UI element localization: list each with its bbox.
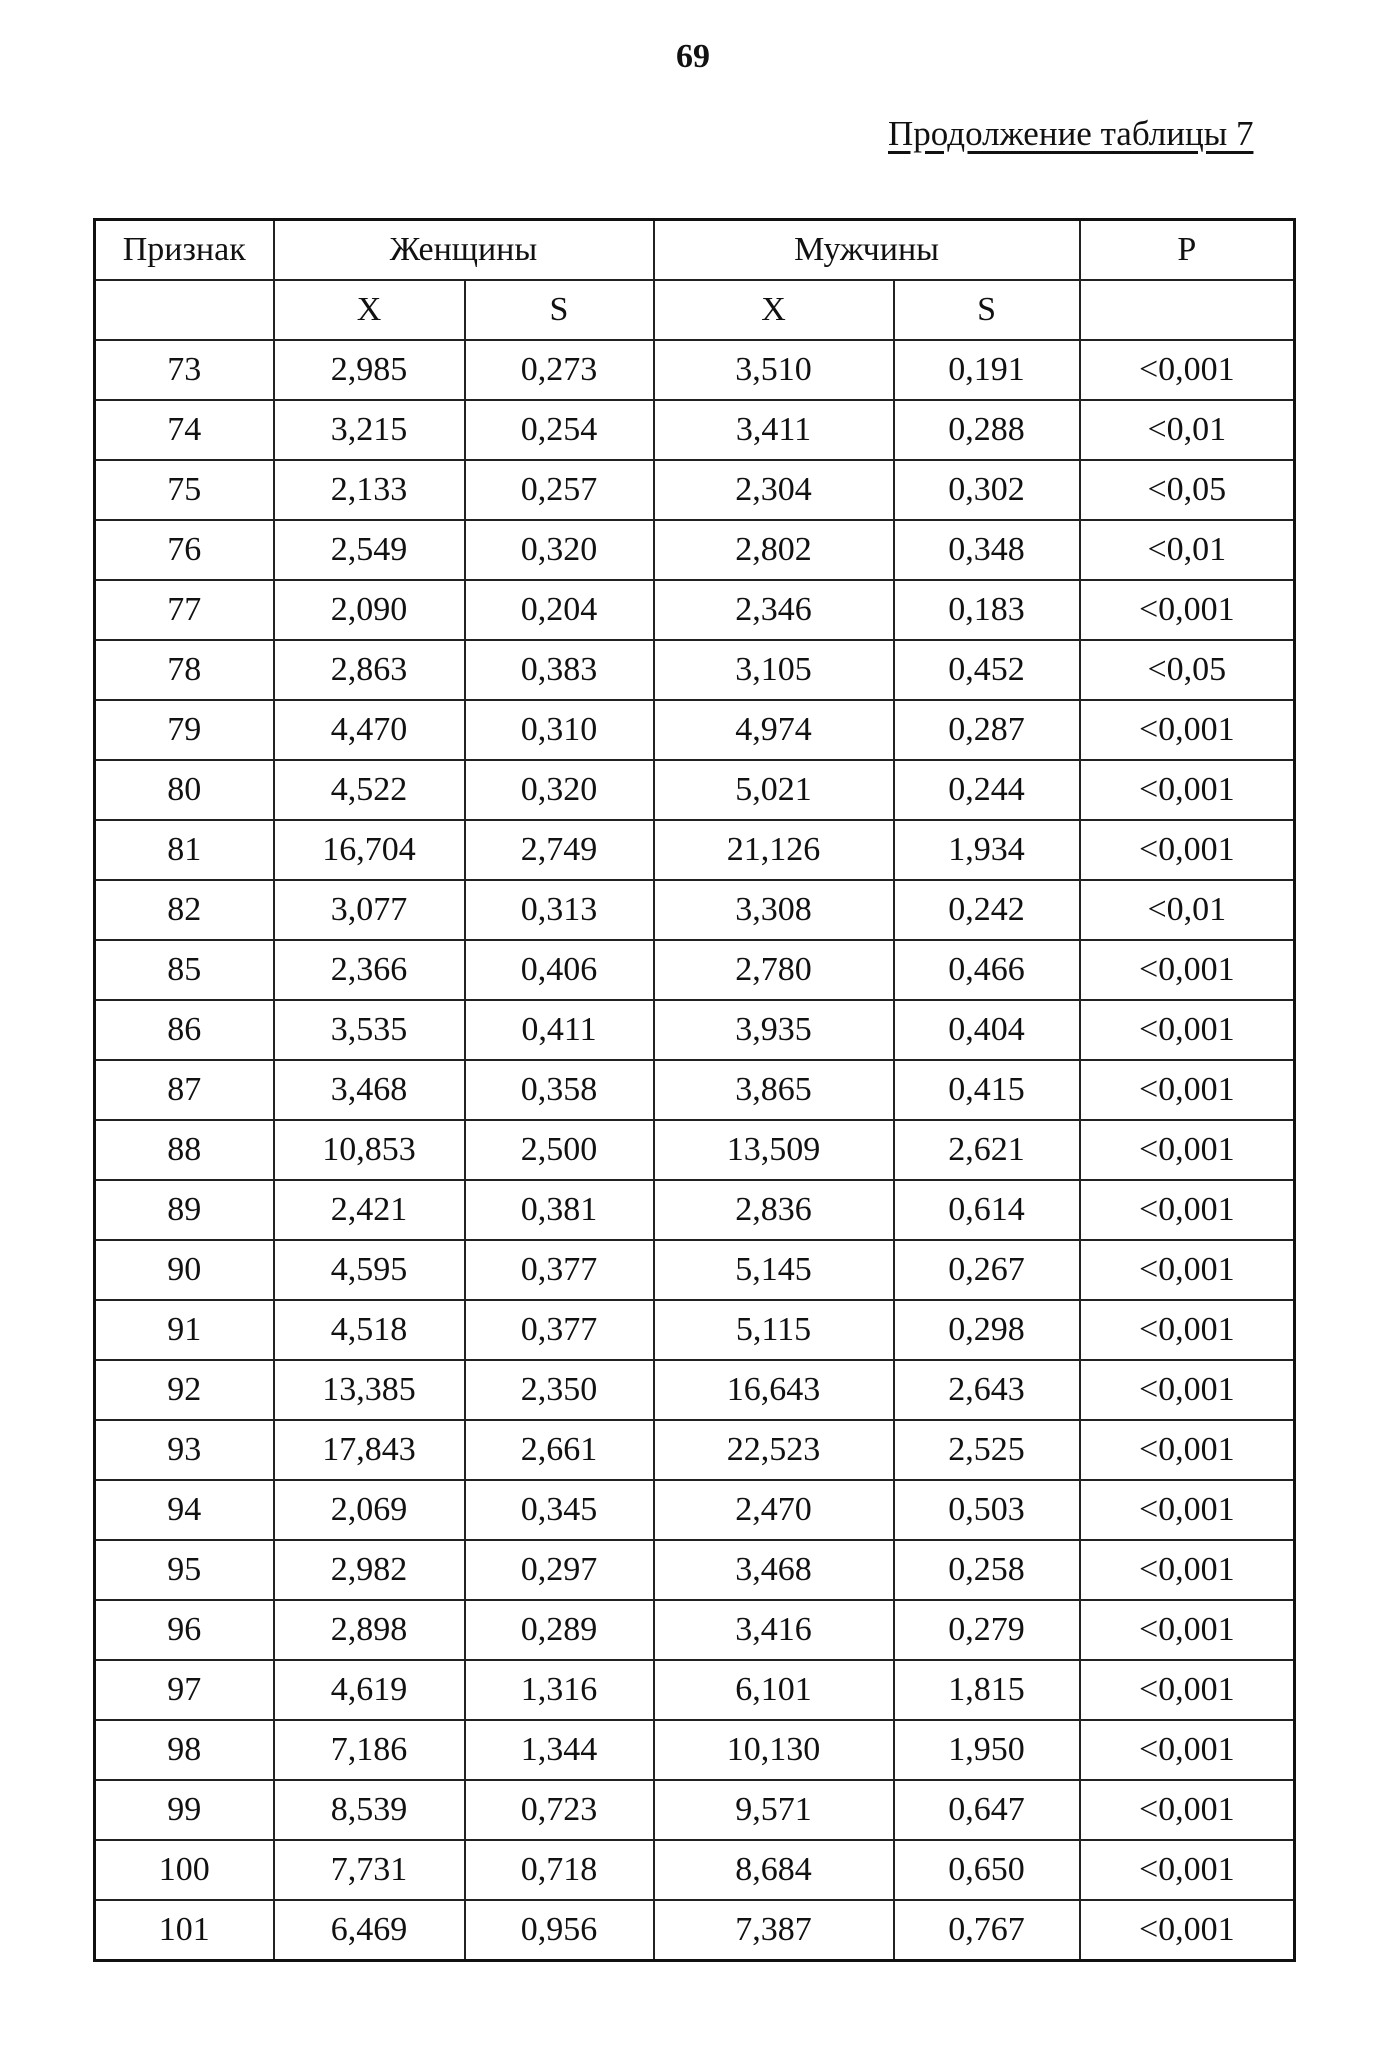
header-feature: Признак [95, 220, 274, 281]
cell-men-x: 5,115 [654, 1300, 894, 1360]
header-women-x: X [274, 280, 465, 340]
cell-men-x: 2,346 [654, 580, 894, 640]
cell-men-x: 3,308 [654, 880, 894, 940]
cell-men-x: 7,387 [654, 1900, 894, 1961]
cell-p: <0,001 [1080, 1540, 1295, 1600]
cell-women-s: 0,254 [465, 400, 654, 460]
cell-p: <0,001 [1080, 1060, 1295, 1120]
cell-feature: 94 [95, 1480, 274, 1540]
cell-feature: 89 [95, 1180, 274, 1240]
cell-women-x: 2,069 [274, 1480, 465, 1540]
cell-feature: 96 [95, 1600, 274, 1660]
cell-feature: 95 [95, 1540, 274, 1600]
table-row [95, 1060, 1295, 1120]
cell-p: <0,001 [1080, 1000, 1295, 1060]
cell-women-s: 0,723 [465, 1780, 654, 1840]
table-row [95, 1120, 1295, 1180]
cell-women-s: 0,310 [465, 700, 654, 760]
cell-men-s: 0,279 [894, 1600, 1080, 1660]
cell-feature: 99 [95, 1780, 274, 1840]
cell-p: <0,01 [1080, 520, 1295, 580]
cell-feature: 98 [95, 1720, 274, 1780]
table-header [95, 220, 1295, 341]
cell-men-x: 5,145 [654, 1240, 894, 1300]
cell-women-s: 0,406 [465, 940, 654, 1000]
cell-men-s: 2,525 [894, 1420, 1080, 1480]
cell-men-x: 8,684 [654, 1840, 894, 1900]
cell-p: <0,001 [1080, 820, 1295, 880]
cell-men-s: 2,621 [894, 1120, 1080, 1180]
cell-p: <0,001 [1080, 1480, 1295, 1540]
cell-men-x: 6,101 [654, 1660, 894, 1720]
cell-women-s: 0,273 [465, 340, 654, 400]
cell-men-s: 0,404 [894, 1000, 1080, 1060]
cell-p: <0,001 [1080, 1240, 1295, 1300]
cell-p: <0,01 [1080, 880, 1295, 940]
table-row [95, 1000, 1295, 1060]
header-empty-p [1080, 280, 1295, 340]
cell-men-x: 10,130 [654, 1720, 894, 1780]
cell-men-x: 3,105 [654, 640, 894, 700]
cell-women-x: 4,595 [274, 1240, 465, 1300]
cell-men-x: 4,974 [654, 700, 894, 760]
table-row [95, 1360, 1295, 1420]
cell-women-x: 2,863 [274, 640, 465, 700]
cell-women-x: 2,090 [274, 580, 465, 640]
cell-p: <0,001 [1080, 1660, 1295, 1720]
statistics-table [93, 218, 1296, 1962]
cell-men-s: 0,415 [894, 1060, 1080, 1120]
cell-women-x: 3,077 [274, 880, 465, 940]
cell-men-s: 0,287 [894, 700, 1080, 760]
table-row [95, 940, 1295, 1000]
cell-men-s: 1,815 [894, 1660, 1080, 1720]
table-row [95, 880, 1295, 940]
cell-feature: 93 [95, 1420, 274, 1480]
cell-men-s: 0,302 [894, 460, 1080, 520]
cell-feature: 85 [95, 940, 274, 1000]
table-row [95, 1840, 1295, 1900]
cell-men-x: 3,865 [654, 1060, 894, 1120]
cell-feature: 86 [95, 1000, 274, 1060]
cell-women-s: 0,956 [465, 1900, 654, 1961]
cell-men-x: 3,468 [654, 1540, 894, 1600]
cell-women-x: 3,215 [274, 400, 465, 460]
cell-women-s: 0,383 [465, 640, 654, 700]
table-row [95, 1420, 1295, 1480]
cell-men-x: 5,021 [654, 760, 894, 820]
cell-women-s: 0,289 [465, 1600, 654, 1660]
cell-p: <0,05 [1080, 640, 1295, 700]
table-row [95, 640, 1295, 700]
cell-feature: 87 [95, 1060, 274, 1120]
cell-feature: 97 [95, 1660, 274, 1720]
cell-women-x: 2,982 [274, 1540, 465, 1600]
cell-men-s: 0,298 [894, 1300, 1080, 1360]
cell-p: <0,001 [1080, 1120, 1295, 1180]
cell-men-x: 2,470 [654, 1480, 894, 1540]
table-row [95, 1300, 1295, 1360]
table-continuation-title: Продолжение таблицы 7 [888, 114, 1254, 153]
table-row [95, 1900, 1295, 1961]
cell-women-s: 0,313 [465, 880, 654, 940]
cell-women-x: 6,469 [274, 1900, 465, 1961]
header-row-groups [95, 220, 1295, 281]
header-men-s: S [894, 280, 1080, 340]
cell-men-s: 0,244 [894, 760, 1080, 820]
table-row [95, 1240, 1295, 1300]
cell-feature: 88 [95, 1120, 274, 1180]
cell-feature: 81 [95, 820, 274, 880]
cell-p: <0,001 [1080, 1840, 1295, 1900]
cell-p: <0,01 [1080, 400, 1295, 460]
cell-women-x: 2,985 [274, 340, 465, 400]
cell-men-s: 0,647 [894, 1780, 1080, 1840]
cell-women-s: 0,320 [465, 760, 654, 820]
table-row [95, 580, 1295, 640]
cell-men-s: 0,452 [894, 640, 1080, 700]
cell-women-s: 0,297 [465, 1540, 654, 1600]
cell-men-s: 2,643 [894, 1360, 1080, 1420]
cell-men-x: 3,416 [654, 1600, 894, 1660]
cell-men-x: 2,780 [654, 940, 894, 1000]
cell-men-x: 3,935 [654, 1000, 894, 1060]
cell-men-x: 3,510 [654, 340, 894, 400]
cell-men-s: 0,267 [894, 1240, 1080, 1300]
cell-feature: 100 [95, 1840, 274, 1900]
cell-women-s: 0,377 [465, 1240, 654, 1300]
cell-women-s: 0,204 [465, 580, 654, 640]
cell-p: <0,001 [1080, 1720, 1295, 1780]
cell-women-x: 4,518 [274, 1300, 465, 1360]
cell-feature: 77 [95, 580, 274, 640]
cell-women-x: 7,731 [274, 1840, 465, 1900]
table-row [95, 760, 1295, 820]
cell-p: <0,001 [1080, 1300, 1295, 1360]
cell-women-x: 13,385 [274, 1360, 465, 1420]
cell-men-s: 0,503 [894, 1480, 1080, 1540]
header-women: Женщины [274, 220, 654, 281]
cell-women-s: 2,661 [465, 1420, 654, 1480]
cell-p: <0,001 [1080, 580, 1295, 640]
cell-p: <0,001 [1080, 1780, 1295, 1840]
cell-women-x: 4,522 [274, 760, 465, 820]
cell-men-x: 3,411 [654, 400, 894, 460]
cell-men-x: 21,126 [654, 820, 894, 880]
table-row [95, 1540, 1295, 1600]
cell-men-s: 0,348 [894, 520, 1080, 580]
cell-men-s: 0,288 [894, 400, 1080, 460]
cell-men-s: 0,242 [894, 880, 1080, 940]
cell-feature: 90 [95, 1240, 274, 1300]
table-row [95, 340, 1295, 400]
cell-women-x: 3,535 [274, 1000, 465, 1060]
table-row [95, 460, 1295, 520]
cell-feature: 92 [95, 1360, 274, 1420]
header-p: P [1080, 220, 1295, 281]
cell-p: <0,001 [1080, 1180, 1295, 1240]
table-row [95, 700, 1295, 760]
cell-feature: 80 [95, 760, 274, 820]
cell-women-s: 2,500 [465, 1120, 654, 1180]
header-women-s: S [465, 280, 654, 340]
cell-feature: 79 [95, 700, 274, 760]
table-row [95, 400, 1295, 460]
cell-women-s: 0,358 [465, 1060, 654, 1120]
cell-men-s: 0,466 [894, 940, 1080, 1000]
header-men-x: X [654, 280, 894, 340]
header-empty-feature [95, 280, 274, 340]
cell-p: <0,05 [1080, 460, 1295, 520]
cell-women-s: 0,320 [465, 520, 654, 580]
cell-women-s: 2,350 [465, 1360, 654, 1420]
cell-feature: 76 [95, 520, 274, 580]
cell-women-x: 2,898 [274, 1600, 465, 1660]
cell-p: <0,001 [1080, 1600, 1295, 1660]
cell-feature: 91 [95, 1300, 274, 1360]
cell-men-x: 9,571 [654, 1780, 894, 1840]
cell-p: <0,001 [1080, 940, 1295, 1000]
cell-men-x: 2,802 [654, 520, 894, 580]
table-row [95, 1780, 1295, 1840]
page-number: 69 [676, 38, 710, 75]
cell-women-s: 0,411 [465, 1000, 654, 1060]
cell-men-s: 0,258 [894, 1540, 1080, 1600]
cell-p: <0,001 [1080, 1900, 1295, 1961]
cell-men-s: 1,934 [894, 820, 1080, 880]
cell-men-s: 0,614 [894, 1180, 1080, 1240]
cell-p: <0,001 [1080, 700, 1295, 760]
cell-women-x: 10,853 [274, 1120, 465, 1180]
table-row [95, 1660, 1295, 1720]
cell-women-s: 0,381 [465, 1180, 654, 1240]
cell-women-x: 4,619 [274, 1660, 465, 1720]
table-row [95, 820, 1295, 880]
cell-women-s: 0,257 [465, 460, 654, 520]
cell-men-s: 0,767 [894, 1900, 1080, 1961]
table-row [95, 1180, 1295, 1240]
cell-women-x: 16,704 [274, 820, 465, 880]
table-body [95, 340, 1295, 1961]
cell-men-x: 16,643 [654, 1360, 894, 1420]
cell-women-s: 0,718 [465, 1840, 654, 1900]
cell-men-x: 2,836 [654, 1180, 894, 1240]
cell-p: <0,001 [1080, 760, 1295, 820]
header-row-stats [95, 280, 1295, 340]
cell-feature: 101 [95, 1900, 274, 1961]
table-row [95, 1720, 1295, 1780]
cell-men-x: 2,304 [654, 460, 894, 520]
cell-women-x: 7,186 [274, 1720, 465, 1780]
table-row [95, 1600, 1295, 1660]
cell-women-x: 2,366 [274, 940, 465, 1000]
cell-p: <0,001 [1080, 340, 1295, 400]
cell-women-x: 2,133 [274, 460, 465, 520]
cell-men-x: 13,509 [654, 1120, 894, 1180]
cell-men-s: 1,950 [894, 1720, 1080, 1780]
cell-women-x: 4,470 [274, 700, 465, 760]
cell-feature: 82 [95, 880, 274, 940]
cell-women-s: 1,316 [465, 1660, 654, 1720]
cell-women-x: 17,843 [274, 1420, 465, 1480]
cell-feature: 78 [95, 640, 274, 700]
cell-women-s: 2,749 [465, 820, 654, 880]
cell-men-s: 0,183 [894, 580, 1080, 640]
cell-women-x: 2,549 [274, 520, 465, 580]
cell-men-s: 0,650 [894, 1840, 1080, 1900]
cell-women-x: 8,539 [274, 1780, 465, 1840]
cell-feature: 75 [95, 460, 274, 520]
header-men: Мужчины [654, 220, 1080, 281]
cell-men-s: 0,191 [894, 340, 1080, 400]
cell-men-x: 22,523 [654, 1420, 894, 1480]
cell-women-s: 0,345 [465, 1480, 654, 1540]
cell-women-s: 0,377 [465, 1300, 654, 1360]
cell-feature: 73 [95, 340, 274, 400]
cell-women-s: 1,344 [465, 1720, 654, 1780]
cell-p: <0,001 [1080, 1360, 1295, 1420]
cell-women-x: 2,421 [274, 1180, 465, 1240]
cell-women-x: 3,468 [274, 1060, 465, 1120]
cell-feature: 74 [95, 400, 274, 460]
table-row [95, 1480, 1295, 1540]
cell-p: <0,001 [1080, 1420, 1295, 1480]
table-row [95, 520, 1295, 580]
